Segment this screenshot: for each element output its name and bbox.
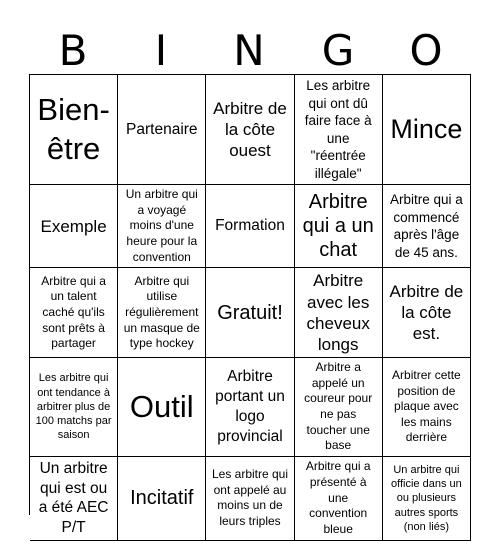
cell-text: Arbitre de la côte est. — [389, 281, 464, 344]
cell-text: Formation — [215, 217, 285, 235]
cell-text: Arbitrer cette position de plaque avec les mains derrière — [392, 368, 461, 445]
bingo-cell-r2c4[interactable] — [295, 185, 383, 268]
header-letter-i: I — [154, 26, 168, 75]
bingo-cell-r3c1[interactable] — [30, 268, 118, 358]
cell-text: Arbitre qui a un chat — [302, 191, 374, 262]
bingo-cell-r1c3[interactable] — [206, 75, 294, 185]
bingo-cell-r4c3[interactable] — [206, 358, 294, 457]
bingo-cell-r2c3[interactable] — [206, 185, 294, 268]
cell-text: Arbitre avec les cheveux longs — [306, 271, 370, 354]
header-letter-b: B — [58, 26, 88, 75]
bingo-cell-r1c4[interactable] — [295, 75, 383, 185]
header-letter-o: O — [409, 26, 443, 75]
cell-text: Outil — [129, 388, 194, 424]
cell-text: Arbitre a appelé un coureur pour ne pas toucher une base — [304, 360, 373, 453]
bingo-cell-r5c3[interactable] — [206, 457, 294, 541]
cell-text: Partenaire — [126, 120, 198, 138]
cell-text: Exemple — [40, 216, 107, 236]
bingo-cell-r2c2[interactable] — [118, 185, 206, 268]
bingo-cell-r5c5[interactable] — [383, 457, 471, 541]
bingo-cell-r1c5[interactable] — [383, 75, 471, 185]
cell-text: Les arbitre qui ont appelé au moins un de leurs triples — [211, 467, 289, 529]
cell-text: Arbitre de la côte ouest — [213, 98, 287, 161]
cell-text: Arbitre qui a présenté à une convention bleue — [305, 459, 371, 536]
bingo-cell-r4c1[interactable] — [30, 358, 118, 457]
bingo-cell-r3c3[interactable] — [206, 268, 294, 358]
bingo-grid — [29, 74, 471, 537]
header-letter-g: G — [321, 26, 355, 75]
cell-text: Arbitre qui utilise régulièrement un masque de type hockey — [123, 273, 200, 351]
bingo-cell-r3c5[interactable] — [383, 268, 471, 358]
cell-text: Les arbitre qui ont dû faire face à une "réentrée illégale" — [304, 78, 372, 181]
bingo-header — [29, 28, 470, 74]
bingo-cell-r4c2[interactable] — [118, 358, 206, 457]
cell-text: Un arbitre qui est ou a été AEC P/T — [38, 459, 109, 537]
bingo-cell-r3c2[interactable] — [118, 268, 206, 358]
bingo-cell-r5c1[interactable] — [30, 457, 118, 541]
cell-text: Mince — [390, 114, 463, 145]
bingo-cell-r1c2[interactable] — [118, 75, 206, 185]
bingo-cell-r5c4[interactable] — [295, 457, 383, 541]
bingo-cell-r4c5[interactable] — [383, 358, 471, 457]
bingo-cell-r3c4[interactable] — [295, 268, 383, 358]
cell-text: Les arbitre qui ont tendance à arbitrer plus de 100 matchs par saison — [35, 372, 112, 442]
cell-text: Bien-être — [37, 91, 110, 166]
bingo-cell-r5c2[interactable] — [118, 457, 206, 541]
bingo-cell-r2c1[interactable] — [30, 185, 118, 268]
cell-text: Arbitre qui a un talent caché qu'ils sont prêts à partager — [41, 273, 106, 351]
cell-text: Un arbitre qui a voyagé moins d'une heure pour la convention — [125, 187, 198, 264]
cell-text: Incitatif — [130, 487, 194, 510]
cell-text: Arbitre portant un logo provincial — [215, 368, 285, 445]
cell-text: Un arbitre qui officie dans un ou plusieurs autres sports (non liés) — [391, 463, 462, 533]
bingo-cell-r2c5[interactable] — [383, 185, 471, 268]
bingo-cell-r4c4[interactable] — [295, 358, 383, 457]
cell-text: Arbitre qui a commencé après l'âge de 45 ans. — [389, 192, 463, 260]
cell-text: Gratuit! — [217, 301, 283, 324]
header-letter-n: N — [233, 26, 265, 75]
bingo-cell-r1c1[interactable] — [30, 75, 118, 185]
